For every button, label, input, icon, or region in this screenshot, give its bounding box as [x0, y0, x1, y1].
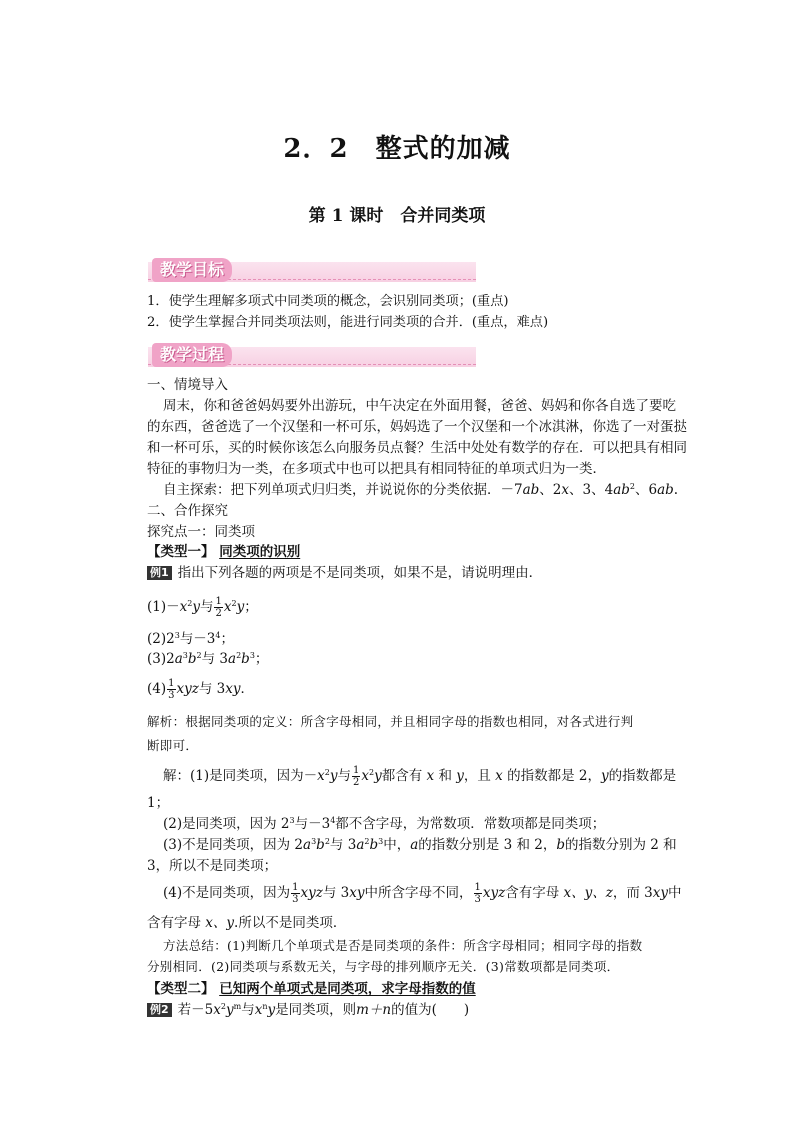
- analysis-line: 解析：根据同类项的定义：所含字母相同，并且相同字母的指数也相同，对各式进行判: [147, 714, 634, 729]
- example-tag: 例2: [147, 1003, 172, 1017]
- paragraph-line: 的东西，爸爸选了一个汉堡和一杯可乐，妈妈选了一个汉堡和一个冰淇淋，你选了一对蛋挞: [147, 419, 687, 435]
- fraction: $\frac{1}{3}$: [292, 882, 299, 905]
- solution-4-cont: 含有字母 x、y.所以不是同类项．: [147, 915, 347, 931]
- objective-item: 2．使学生掌握合并同类项法则，能进行同类项的合并．(重点，难点): [147, 315, 549, 330]
- type2-heading: [147, 980, 657, 998]
- term: ab: [613, 482, 630, 498]
- example2: 例2 若$-5x^2y^m$与$x^ny$是同类项，则m＋n的值为( ): [147, 1001, 657, 1019]
- fraction: $\frac{1}{3}$: [168, 678, 175, 701]
- type1-tag: 【类型一】: [147, 544, 215, 560]
- term: x: [561, 482, 570, 498]
- type2-title: 已知两个单项式是同类项，求字母指数的值: [219, 981, 476, 997]
- item-3: $(3)2a^3b^2$与 $3a^2b^3$；: [147, 651, 269, 667]
- method-summary: 方法总结：(1)判断几个单项式是否是同类项的条件：所含字母相同；相同字母的指数: [163, 938, 643, 953]
- term: 、3、4: [569, 482, 614, 498]
- lesson-subtitle: 第 1 课时 合并同类项: [308, 206, 486, 226]
- solution-4: (4)不是同类项，因为 $\frac{1}{3}$ xyz与 3xy中所含字母不同， $\frac{1}{3}$ xyz含有字母 x、y、z，而 3xy中: [163, 882, 682, 905]
- objective-item: 1．使学生理解多项式中同类项的概念，会识别同类项；(重点): [147, 294, 509, 309]
- solution-1: 解：(1)是同类项，因为$-x^2y$与 $\frac{1}{2}$ $x^2y$都含有 x 和 y，且 x 的指数都是 2，y的指数都是: [163, 765, 677, 788]
- term: 、2: [539, 482, 562, 498]
- term: 、6: [635, 482, 658, 498]
- example-tag: 例1: [147, 566, 172, 580]
- paragraph-line: 特征的事物归为一类，在多项式中也可以把具有相同特征的单项式归为一类．: [147, 461, 606, 477]
- paragraph-line: 周末，你和爸爸妈妈要外出游玩，中午决定在外面用餐，爸爸、妈妈和你各自选了要吃: [163, 398, 676, 414]
- term: ab: [657, 482, 674, 498]
- process-label: 教学过程: [152, 343, 232, 367]
- section-heading: 二、合作探究: [147, 503, 228, 519]
- solution-3-cont: 3，所以不是同类项；: [147, 858, 278, 874]
- explore-line: [163, 481, 679, 499]
- example-text: 指出下列各题的两项是不是同类项，如果不是，请说明理由．: [177, 565, 543, 581]
- term: ab: [522, 482, 540, 498]
- item-1: $(1)-x^2y$与 $\frac{1}{2}$ $x^2y$；: [147, 596, 258, 619]
- solution-3: (3)不是同类项，因为 $2a^3b^2$与 $3a^2b^3$中，a的指数分别是 3 和 2，b的指数分别为 2 和: [163, 837, 677, 853]
- exponent: 2: [629, 482, 635, 491]
- type1-title: 同类项的识别: [219, 544, 301, 560]
- objectives-banner: [148, 258, 476, 282]
- method-summary: 分别相同．(2)同类项与系数无关，与字母的排列顺序无关．(3)常数项都是同类项．: [147, 959, 620, 974]
- example1: [147, 564, 657, 582]
- section-heading: 一、情境导入: [147, 377, 228, 393]
- analysis-line: 断即可．: [147, 738, 199, 753]
- term: .: [673, 482, 679, 498]
- fraction: $\frac{1}{2}$: [352, 765, 360, 788]
- item-2: $(2)2^3$与$-3^4$；: [147, 631, 234, 647]
- fraction: $\frac{1}{2}$: [215, 596, 222, 619]
- solution-1-cont: 1；: [147, 795, 170, 811]
- paragraph-line: 和一杯可乐，买的时候你该怎么向服务员点餐？生活中处处有数学的存在．可以把具有相同: [147, 440, 687, 456]
- process-banner: [148, 343, 476, 367]
- page-title: 2．2 整式的加减: [283, 134, 511, 164]
- explore-prefix: 自主探索：把下列单项式归归类，并说说你的分类依据．－7: [163, 482, 523, 498]
- type2-tag: 【类型二】: [147, 981, 215, 997]
- explore-point: 探究点一：同类项: [147, 524, 255, 540]
- item-4: (4) $\frac{1}{3}$ xyz与 3xy．: [147, 678, 254, 701]
- fraction: $\frac{1}{3}$: [474, 882, 481, 905]
- objectives-label: 教学目标: [152, 258, 232, 282]
- type1-heading: [147, 543, 657, 561]
- solution-2: (2)是同类项，因为 $2^3$与$-3^4$都不含字母，为常数项．常数项都是同类项；: [163, 816, 606, 832]
